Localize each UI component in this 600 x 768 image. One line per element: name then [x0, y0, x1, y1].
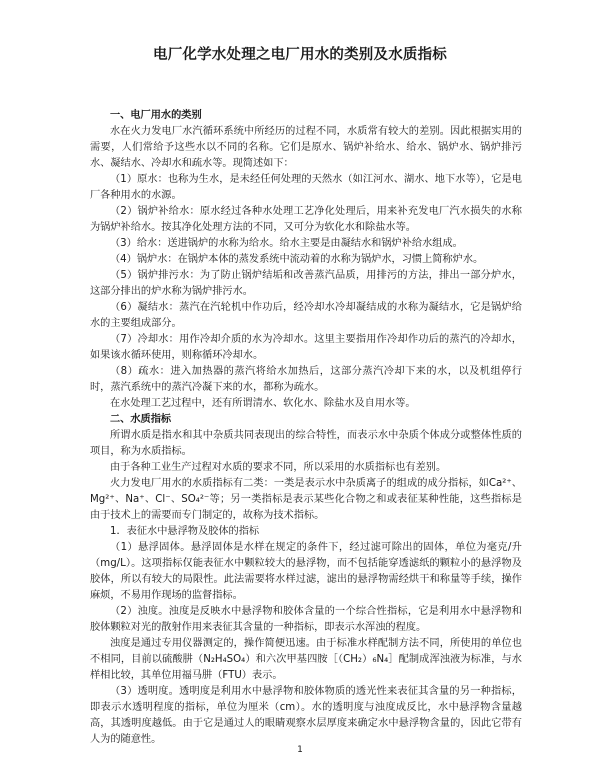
paragraph-drain-water: （8）疏水：进入加热器的蒸汽将给水加热后，这部分蒸汽冷却下来的水，以及机组停行时，蒸汽系统中的蒸汽冷凝下来的水，都称为疏水。	[90, 366, 522, 393]
paragraph-cooling-water: （7）冷却水：用作冷却介质的水为冷却水。这里主要指用作冷却作功后的蒸汽的冷却水，如果该水循环使用，则称循环冷却水。	[90, 334, 522, 361]
paragraph-intro: 水在火力发电厂水汽循环系统中所经历的过程不同，水质常有较大的差别。因此根据实用的需要，人们常给予这些水以不同的名称。它们是原水、锅炉补给水、给水、锅炉水、锅炉排污水、凝结水、冷却水和疏水等。现简述如下：	[90, 126, 522, 169]
paragraph-feed-water: （3）给水：送进锅炉的水称为给水。给水主要是由凝结水和锅炉补给水组成。	[110, 238, 463, 249]
paragraph-other-water: 在水处理工艺过程中，还有所谓清水、软化水、除盐水及自用水等。	[110, 398, 416, 409]
paragraph-boiler-water: （4）锅炉水：在锅炉本体的蒸发系统中流动着的水称为锅炉水，习惯上简称炉水。	[110, 254, 484, 265]
paragraph-blowdown-water: （5）锅炉排污水：为了防止锅炉结垢和改善蒸汽品质，用排污的方法，排出一部分炉水，这部分排出的炉水称为锅炉排污水。	[90, 270, 522, 297]
subsection-suspended-colloid: 1．表征水中悬浮物及胶体的指标	[110, 526, 260, 537]
section-heading-water-categories: 一、电厂用水的类别	[110, 110, 202, 121]
paragraph-turbidity-measurement: 浊度是通过专用仪器测定的，操作简便迅速。由于标准水样配制方法不同，所使用的单位也不相同，目前以硫酸肼（N₂H₄SO₄）和六次甲基四胺［（CH₂）₆N₄］配制成浑浊液为标准，与水样相比较，其单位用福马肼（FTU）表示。	[90, 638, 522, 681]
paragraph-raw-water: （1）原水：也称为生水，是未经任何处理的天然水（如江河水、湖水、地下水等），它是电厂各种用水的水源。	[90, 174, 522, 201]
paragraph-turbidity: （2）浊度。浊度是反映水中悬浮物和胶体含量的一个综合性指标，它是利用水中悬浮物和胶体颗粒对光的散射作用来表征其含量的一种指标，即表示水浑浊的程度。	[90, 606, 522, 633]
paragraph-quality-definition: 所谓水质是指水和其中杂质共同表现出的综合特性，而表示水中杂质个体成分或整体性质的项目，称为水质指标。	[90, 430, 522, 457]
paragraph-transparency: （3）透明度。透明度是利用水中悬浮物和胶体物质的透光性来表征其含量的另一种指标，即表示水透明程度的指标，单位为厘米（cm）。水的透明度与浊度成反比，水中悬浮物含量越高，其透明度越低。由于它是通过人的眼睛观察水层厚度来确定水中悬浮物含量的，因此它带有人为的随意性。	[90, 686, 522, 745]
paragraph-indicator-types: 火力发电厂用水的水质指标有二类：一类是表示水中杂质离子的组成的成分指标，如Ca²⁺、Mg²⁺、Na⁺、Cl⁻、SO₄²⁻等；另一类指标是表示某些化合物之和或表征某种性能，这些指标是由于技术上的需要而专门制定的，故称为技术指标。	[90, 478, 522, 521]
paragraph-suspended-solids: （1）悬浮固体。悬浮固体是水样在规定的条件下，经过滤可除出的固体，单位为毫克/升（mg/L）。这项指标仅能表征水中颗粒较大的悬浮物，而不包括能穿透滤纸的颗粒小的悬浮物及胶体，所以有较大的局限性。此法需要将水样过滤，滤出的悬浮物需经烘干和称量等手续，操作麻烦，不易用作现场的监督指标。	[90, 542, 522, 601]
section-heading-water-quality: 二、水质指标	[110, 414, 172, 425]
paragraph-quality-requirements: 由于各种工业生产过程对水质的要求不同，所以采用的水质指标也有差别。	[110, 462, 447, 473]
document-body	[90, 108, 522, 748]
document-title: 电厂化学水处理之电厂用水的类别及水质指标	[153, 47, 447, 63]
paragraph-condensate: （6）凝结水：蒸汽在汽轮机中作功后，经冷却水冷却凝结成的水称为凝结水，它是锅炉给水的主要组成部分。	[90, 302, 522, 329]
page-number: 1	[297, 745, 303, 755]
paragraph-makeup-water: （2）锅炉补给水：原水经过各种水处理工艺净化处理后，用来补充发电厂汽水损失的水称为锅炉补给水。按其净化处理方法的不同，又可分为软化水和除盐水等。	[90, 206, 522, 233]
